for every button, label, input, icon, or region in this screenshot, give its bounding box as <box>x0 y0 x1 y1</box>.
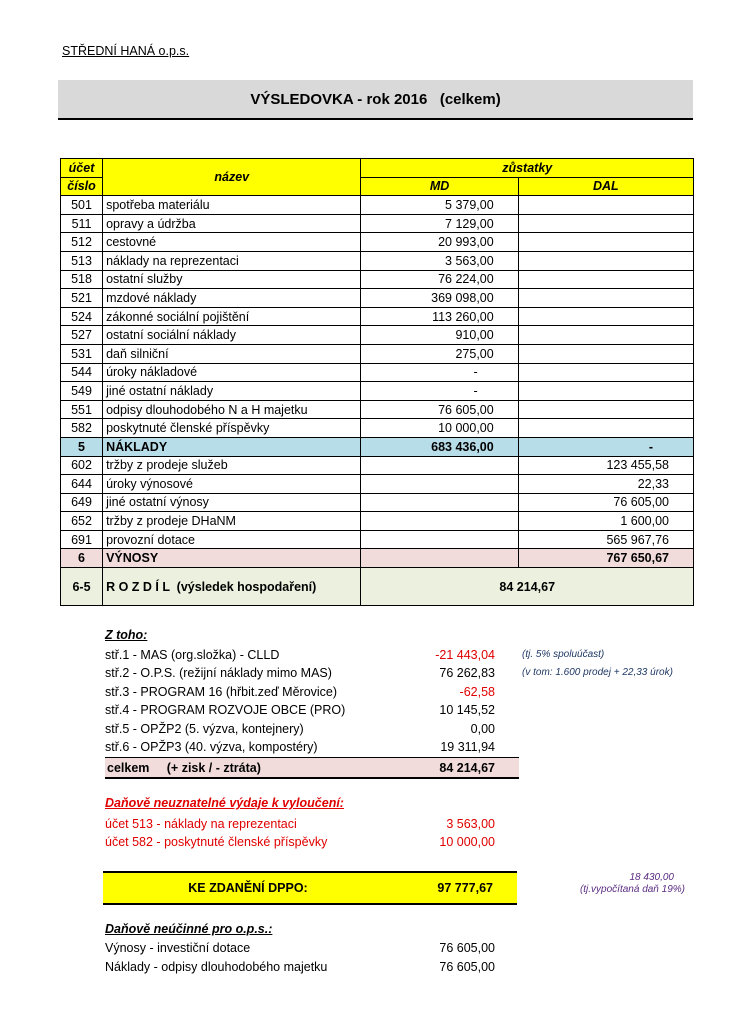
dppo-label: KE ZDANĚNÍ DPPO: <box>188 881 308 895</box>
ztoho-value: -21 443,04 <box>435 648 495 662</box>
cell-nazev: NÁKLADY <box>103 437 361 456</box>
header-md: MD <box>361 177 518 196</box>
cell-nazev: mzdové náklady <box>103 289 361 308</box>
ineffective-row-value: 76 605,00 <box>439 960 495 974</box>
cell-md <box>361 512 518 531</box>
cell-nazev: provozní dotace <box>103 530 361 549</box>
cell-nazev: úroky nákladové <box>103 363 361 382</box>
header-nazev: název <box>103 159 361 196</box>
cell-dal: 22,33 <box>518 475 693 494</box>
cell-ucet: 551 <box>61 400 103 419</box>
cell-ucet: 512 <box>61 233 103 252</box>
nondeductible-row-label: účet 582 - poskytnuté členské příspěvky <box>105 835 328 849</box>
cell-ucet: 531 <box>61 344 103 363</box>
cell-nazev: poskytnuté členské příspěvky <box>103 419 361 438</box>
header-cislo: číslo <box>61 177 103 196</box>
cell-ucet: 602 <box>61 456 103 475</box>
rozdil-value: 84 214,67 <box>361 568 694 606</box>
cell-dal <box>518 382 693 401</box>
cell-nazev: zákonné sociální pojištění <box>103 307 361 326</box>
cell-nazev: jiné ostatní výnosy <box>103 493 361 512</box>
cell-ucet: 5 <box>61 437 103 456</box>
cell-md: - <box>361 363 518 382</box>
cell-ucet: 691 <box>61 530 103 549</box>
ztoho-row <box>105 720 519 738</box>
ztoho-row <box>105 738 519 756</box>
table-row <box>61 307 694 326</box>
table-row <box>61 326 694 345</box>
ztoho-value: 10 145,52 <box>439 703 495 717</box>
cell-dal: 123 455,58 <box>518 456 693 475</box>
cell-nazev: náklady na reprezentaci <box>103 251 361 270</box>
page-title: VÝSLEDOVKA - rok 2016 (celkem) <box>58 80 693 120</box>
cell-md <box>361 456 518 475</box>
cell-nazev: odpisy dlouhodobého N a H majetku <box>103 400 361 419</box>
cell-dal <box>518 214 693 233</box>
cell-ucet: 527 <box>61 326 103 345</box>
table-row <box>61 400 694 419</box>
dppo-value: 97 777,67 <box>437 881 493 895</box>
table-row <box>61 233 694 252</box>
ztoho-note: (tj. 5% spoluúčast) <box>522 649 605 660</box>
rozdil-row <box>61 568 694 606</box>
table-row <box>61 251 694 270</box>
cell-nazev: ostatní služby <box>103 270 361 289</box>
cell-ucet: 644 <box>61 475 103 494</box>
ztoho-row <box>105 664 519 682</box>
ztoho-value: 76 262,83 <box>439 666 495 680</box>
cell-dal <box>518 419 693 438</box>
cell-ucet: 501 <box>61 196 103 215</box>
cell-md: 369 098,00 <box>361 289 518 308</box>
cell-md <box>361 493 518 512</box>
cell-nazev: cestovné <box>103 233 361 252</box>
ztoho-value: -62,58 <box>459 685 495 699</box>
header-dal: DAL <box>518 177 693 196</box>
table-row <box>61 270 694 289</box>
table-row <box>61 214 694 233</box>
cell-nazev: tržby z prodeje služeb <box>103 456 361 475</box>
cell-md: 20 993,00 <box>361 233 518 252</box>
cell-dal <box>518 196 693 215</box>
ineffective-row-value: 76 605,00 <box>439 941 495 955</box>
cell-md: 10 000,00 <box>361 419 518 438</box>
cell-nazev: VÝNOSY <box>103 549 361 568</box>
header-ucet: účet <box>61 159 103 178</box>
ineffective-heading: Daňově neúčinné pro o.p.s.: <box>105 922 273 936</box>
ztoho-total-row <box>105 757 519 779</box>
cell-ucet: 518 <box>61 270 103 289</box>
income-statement-table <box>60 158 694 606</box>
cell-nazev: jiné ostatní náklady <box>103 382 361 401</box>
ztoho-label: stř.2 - O.P.S. (režijní náklady mimo MAS) <box>105 666 332 680</box>
cell-md: - <box>361 382 518 401</box>
ztoho-value: 19 311,94 <box>440 740 495 754</box>
table-row <box>61 475 694 494</box>
cell-dal: 1 600,00 <box>518 512 693 531</box>
cell-dal: 767 650,67 <box>518 549 693 568</box>
table-row <box>61 382 694 401</box>
cell-dal <box>518 344 693 363</box>
table-row <box>61 512 694 531</box>
ineffective-row-label: Náklady - odpisy dlouhodobého majetku <box>105 960 328 974</box>
cell-dal <box>518 363 693 382</box>
table-row <box>61 289 694 308</box>
nondeductible-row <box>105 833 519 851</box>
header-zustatky: zůstatky <box>361 159 694 178</box>
cell-md: 3 563,00 <box>361 251 518 270</box>
cell-md: 7 129,00 <box>361 214 518 233</box>
cell-nazev: daň silniční <box>103 344 361 363</box>
ztoho-row <box>105 683 519 701</box>
ztoho-note: (v tom: 1.600 prodej + 22,33 úrok) <box>522 667 673 678</box>
ztoho-label: stř.5 - OPŽP2 (5. výzva, kontejnery) <box>105 722 304 736</box>
cell-ucet: 511 <box>61 214 103 233</box>
nondeductible-row-value: 10 000,00 <box>439 835 495 849</box>
cell-ucet: 6 <box>61 549 103 568</box>
ztoho-row <box>105 701 519 719</box>
cell-md: 5 379,00 <box>361 196 518 215</box>
cell-nazev: úroky výnosové <box>103 475 361 494</box>
cell-ucet: 524 <box>61 307 103 326</box>
cell-dal <box>518 307 693 326</box>
cell-nazev: opravy a údržba <box>103 214 361 233</box>
ztoho-row <box>105 646 519 664</box>
cell-dal <box>518 289 693 308</box>
cell-ucet: 549 <box>61 382 103 401</box>
table-row <box>61 344 694 363</box>
dppo-tax-note: (tj.vypočítaná daň 19%) <box>579 884 685 895</box>
ztoho-label: stř.6 - OPŽP3 (40. výzva, kompostéry) <box>105 740 318 754</box>
table-row <box>61 456 694 475</box>
nondeductible-row <box>105 815 519 833</box>
table-row <box>61 419 694 438</box>
cell-md: 76 605,00 <box>361 400 518 419</box>
cell-dal <box>518 233 693 252</box>
cell-dal: 76 605,00 <box>518 493 693 512</box>
cell-ucet: 513 <box>61 251 103 270</box>
vynosy-total-row <box>61 549 694 568</box>
nondeductible-heading: Daňově neuznatelné výdaje k vyloučení: <box>105 796 344 810</box>
cell-md: 683 436,00 <box>361 437 518 456</box>
dppo-row <box>103 871 517 905</box>
nondeductible-row-label: účet 513 - náklady na reprezentaci <box>105 817 297 831</box>
table-row <box>61 493 694 512</box>
ztoho-total-label: celkem (+ zisk / - ztráta) <box>107 760 261 775</box>
table-row <box>61 363 694 382</box>
naklady-total-row <box>61 437 694 456</box>
ztoho-total-value: 84 214,67 <box>439 760 495 775</box>
ztoho-label: stř.3 - PROGRAM 16 (hřbit.zeď Měrovice) <box>105 685 338 699</box>
cell-nazev: spotřeba materiálu <box>103 196 361 215</box>
cell-nazev: ostatní sociální náklady <box>103 326 361 345</box>
ztoho-heading: Z toho: <box>105 628 148 642</box>
ineffective-row-label: Výnosy - investiční dotace <box>105 941 251 955</box>
cell-dal <box>518 326 693 345</box>
ztoho-label: stř.4 - PROGRAM ROZVOJE OBCE (PRO) <box>105 703 346 717</box>
cell-md: 910,00 <box>361 326 518 345</box>
ztoho-value: 0,00 <box>470 722 495 736</box>
cell-md: 76 224,00 <box>361 270 518 289</box>
cell-dal: 565 967,76 <box>518 530 693 549</box>
ineffective-row <box>105 939 519 957</box>
cell-ucet: 649 <box>61 493 103 512</box>
dppo-tax: 18 430,00 <box>629 872 674 883</box>
nondeductible-row-value: 3 563,00 <box>446 817 495 831</box>
cell-md <box>361 475 518 494</box>
cell-dal <box>518 270 693 289</box>
cell-nazev: tržby z prodeje DHaNM <box>103 512 361 531</box>
cell-md <box>361 530 518 549</box>
ineffective-row <box>105 958 519 976</box>
cell-md <box>361 549 518 568</box>
cell-dal: - <box>518 437 693 456</box>
cell-ucet: 582 <box>61 419 103 438</box>
cell-ucet: 521 <box>61 289 103 308</box>
cell-ucet: 652 <box>61 512 103 531</box>
cell-md: 275,00 <box>361 344 518 363</box>
ztoho-label: stř.1 - MAS (org.složka) - CLLD <box>105 648 280 662</box>
cell-ucet: 544 <box>61 363 103 382</box>
table-row <box>61 530 694 549</box>
table-row <box>61 196 694 215</box>
cell-dal <box>518 400 693 419</box>
organization-name: STŘEDNÍ HANÁ o.p.s. <box>62 44 190 58</box>
cell-md: 113 260,00 <box>361 307 518 326</box>
rozdil-ucet: 6-5 <box>61 568 103 606</box>
cell-dal <box>518 251 693 270</box>
rozdil-label: R O Z D Í L (výsledek hospodaření) <box>103 568 361 606</box>
